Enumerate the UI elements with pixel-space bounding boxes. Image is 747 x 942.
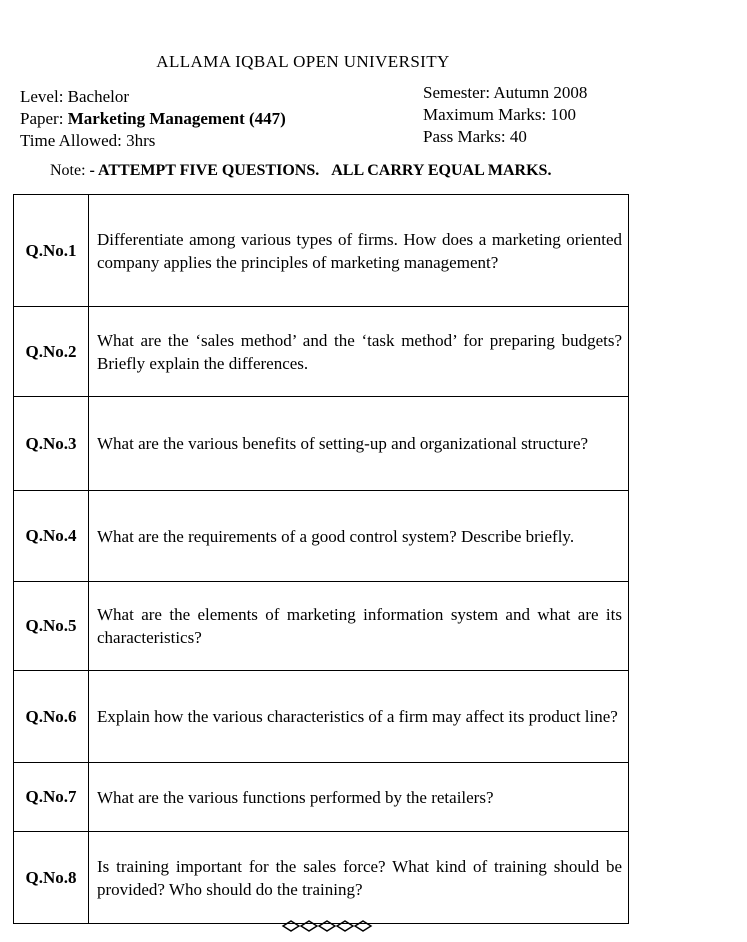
question-text: What are the various functions performed by the retailers?: [89, 763, 629, 832]
question-row: [14, 582, 629, 671]
question-row: [14, 307, 629, 397]
paper-meta-right: [423, 82, 587, 148]
semester-line: [423, 82, 587, 104]
paper-value: Marketing Management (447): [67, 109, 286, 128]
level-line: [20, 86, 286, 108]
question-number: Q.No.6: [14, 671, 89, 763]
university-title: ALLAMA IQBAL OPEN UNIVERSITY: [156, 52, 450, 71]
time-label: Time Allowed:: [20, 131, 122, 150]
level-label: Level:: [20, 87, 64, 106]
question-number: Q.No.2: [14, 307, 89, 397]
question-text: What are the ‘sales method’ and the ‘task method’ for preparing budgets? Briefly explain the differences.: [89, 307, 629, 397]
questions-table: [13, 194, 629, 924]
note-label: Note:: [50, 162, 86, 179]
question-number: Q.No.5: [14, 582, 89, 671]
pass-marks-label: Pass Marks:: [423, 127, 506, 146]
max-marks-value: 100: [550, 105, 576, 124]
question-row: [14, 491, 629, 582]
question-row: [14, 397, 629, 491]
semester-label: Semester:: [423, 83, 491, 102]
max-marks-line: [423, 104, 587, 126]
end-ornament-icon: [280, 918, 376, 934]
question-number: Q.No.4: [14, 491, 89, 582]
pass-marks-value: 40: [509, 127, 527, 146]
question-text: Explain how the various characteristics of a firm may affect its product line?: [89, 671, 629, 763]
question-text: Is training important for the sales force? What kind of training should be provided? Who should do the training?: [89, 832, 629, 924]
question-number: Q.No.3: [14, 397, 89, 491]
semester-value: Autumn 2008: [493, 83, 588, 102]
question-row: [14, 763, 629, 832]
time-value: 3hrs: [126, 131, 156, 150]
question-text: What are the requirements of a good control system? Describe briefly.: [89, 491, 629, 582]
level-value: Bachelor: [67, 87, 130, 106]
question-text: What are the elements of marketing information system and what are its characteristics?: [89, 582, 629, 671]
question-number: Q.No.8: [14, 832, 89, 924]
question-number: Q.No.1: [14, 195, 89, 307]
instructions-note: [50, 162, 551, 180]
note-attempt: - ATTEMPT FIVE QUESTIONS.: [89, 162, 320, 179]
paper-label: Paper:: [20, 109, 64, 128]
pass-marks-line: [423, 126, 587, 148]
question-number: Q.No.7: [14, 763, 89, 832]
end-ornament: [0, 918, 656, 939]
question-row: [14, 195, 629, 307]
question-row: [14, 832, 629, 924]
note-equal-marks: ALL CARRY EQUAL MARKS.: [331, 162, 552, 179]
time-line: [20, 130, 286, 152]
paper-meta-left: [20, 86, 286, 152]
question-text: What are the various benefits of setting-up and organizational structure?: [89, 397, 629, 491]
max-marks-label: Maximum Marks:: [423, 105, 547, 124]
paper-line: [20, 108, 286, 130]
question-text: Differentiate among various types of firms. How does a marketing oriented company applies the principles of marketing management?: [89, 195, 629, 307]
question-row: [14, 671, 629, 763]
